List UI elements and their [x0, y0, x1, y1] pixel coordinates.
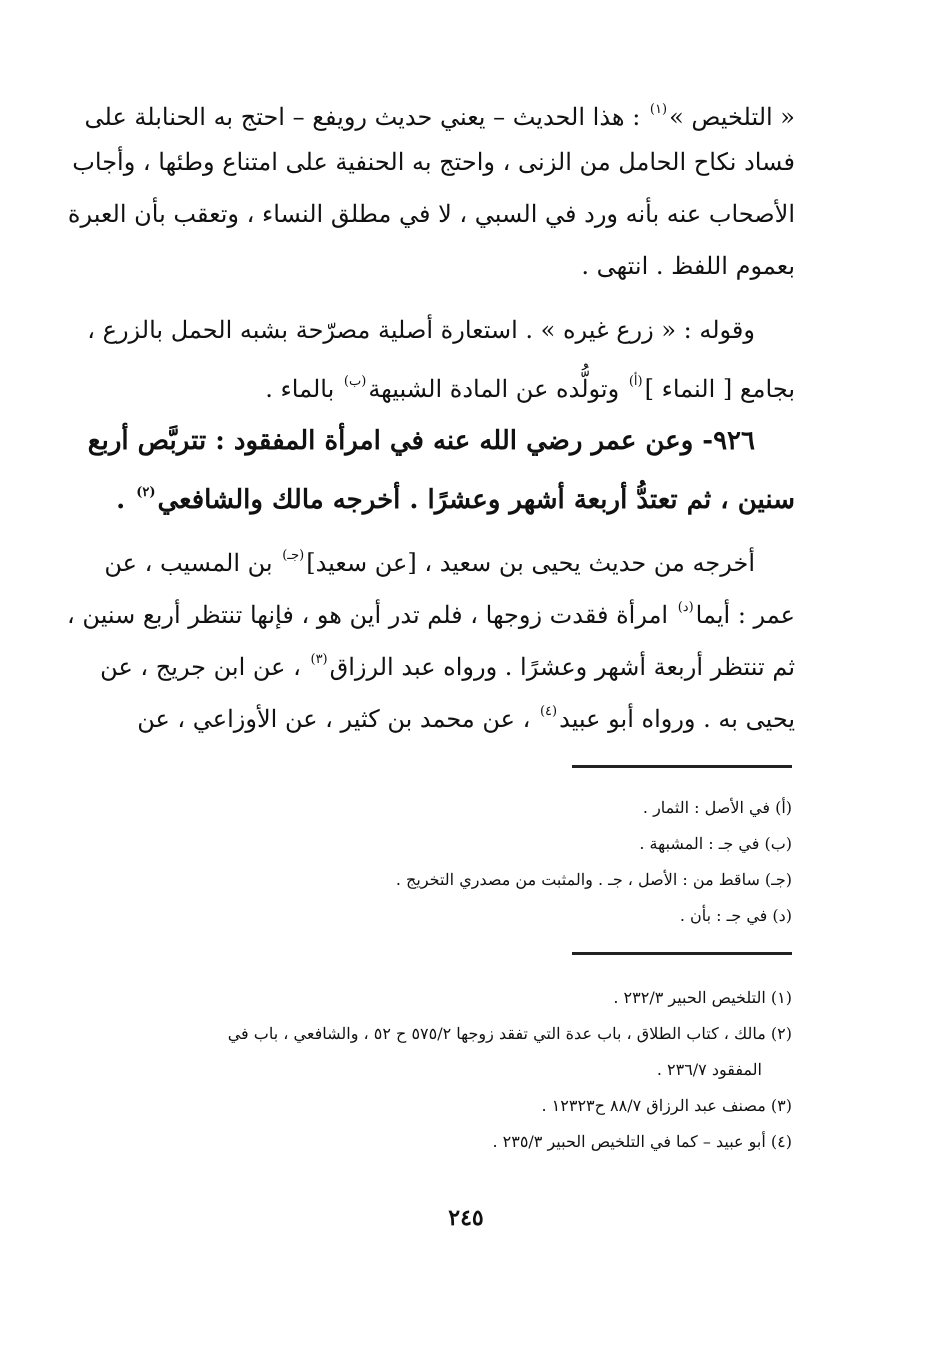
hadith-line: سنين ، ثم تعتدُّ أربعة أشهر وعشرًا . أخرجه مالك والشافعي$^{(٢)}$ .: [116, 485, 795, 515]
text-line: عمر : أيما$^{(د)}$ امرأة فقدت زوجها ، فلم تدر أين هو ، فإنها تنتظر أربع سنين ،: [67, 600, 795, 629]
source-note: (١) التلخيص الحبير ٢٣٢/٣ .: [613, 988, 792, 1007]
source-note: (٤) أبو عبيد – كما في التلخيص الحبير ٢٣٥/٣ .: [492, 1132, 792, 1151]
footnote-divider: [572, 952, 792, 955]
text-line: بعموم اللفظ . انتهى .: [581, 252, 795, 280]
page-number: ٢٤٥: [448, 1205, 484, 1231]
variant-notes: [135, 790, 792, 934]
footnote-marker: (جـ): [282, 548, 305, 563]
paragraph-takhrij: [67, 530, 795, 738]
paragraph-talkhis: [67, 84, 795, 292]
source-note: (٢) مالك ، كتاب الطلاق ، باب عدة التي تفقد زوجها ٥٧٥/٢ ح ٥٢ ، والشافعي ، باب في: [227, 1024, 792, 1043]
text-line: « التلخيص »$^{(١)}$ : هذا الحديث – يعني حديث رويفع – احتج به الحنابلة على: [84, 102, 795, 131]
variant-note: (ب) في جـ : المشبهة .: [639, 834, 792, 853]
footnote-divider: [572, 765, 792, 768]
text-line: بجامع [ النماء ]$^{(أ)}$ وتولُّده عن المادة الشبيهة$^{(ب)}$ بالماء .: [265, 374, 795, 403]
source-notes: [135, 980, 792, 1160]
footnote-marker: (٢): [136, 485, 156, 500]
footnote-marker: (٤): [539, 704, 558, 719]
text-line: يحيى به . ورواه أبو عبيد$^{(٤)}$ ، عن محمد بن كثير ، عن الأوزاعي ، عن: [137, 704, 795, 733]
hadith-line: ٩٢٦- وعن عمر رضي الله عنه في امرأة المفقود : تتربَّص أربع: [87, 426, 755, 456]
variant-note: (جـ) ساقط من : الأصل ، جـ . والمثبت من مصدري التخريج .: [395, 870, 792, 889]
text-line: أخرجه من حديث يحيى بن سعيد ، [عن سعيد]$^{(جـ)}$ بن المسيب ، عن: [104, 548, 755, 577]
text-line: الأصحاب عنه بأنه ورد في السبي ، لا في مطلق النساء ، وتعقب بأن العبرة: [67, 200, 795, 228]
footnote-marker: (د): [677, 600, 694, 615]
variant-note: (أ) في الأصل : الثمار .: [642, 798, 792, 817]
footnote-marker: (ب): [343, 374, 367, 389]
text-line: ثم تنتظر أربعة أشهر وعشرًا . ورواه عبد الرزاق$^{(٣)}$ ، عن ابن جريج ، عن: [100, 652, 795, 681]
footnote-marker: (٣): [310, 652, 328, 667]
text-line: فساد نكاح الحامل من الزنى ، واحتج به الحنفية على امتناع وطئها ، وأجاب: [72, 148, 795, 176]
footnote-marker: (١): [649, 102, 668, 117]
variant-note: (د) في جـ : بأن .: [679, 906, 792, 925]
text-line: وقوله : « زرع غيره » . استعارة أصلية مصرّحة بشبه الحمل بالزرع ،: [87, 316, 755, 344]
hadith-926: [87, 415, 795, 519]
paragraph-zar-ghayrih: [87, 304, 795, 408]
source-note-continuation: المفقود ٢٣٦/٧ .: [656, 1060, 762, 1079]
source-note: (٣) مصنف عبد الرزاق ٨٨/٧ ح١٢٣٢٣ .: [541, 1096, 792, 1115]
footnote-marker: (أ): [628, 374, 643, 389]
